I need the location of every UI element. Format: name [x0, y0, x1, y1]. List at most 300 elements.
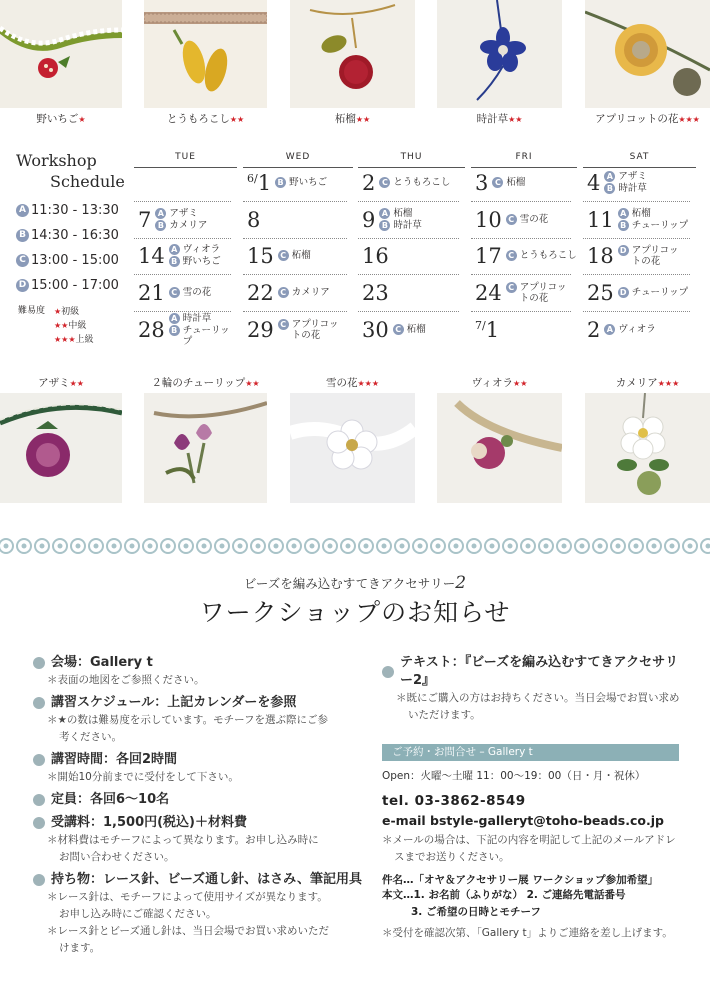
day-number	[138, 281, 165, 305]
wild-strawberry-image	[0, 0, 122, 108]
lace-dot	[616, 544, 621, 549]
day-value: 25	[587, 280, 614, 305]
lace-divider	[0, 533, 710, 559]
middle-photo-row	[0, 375, 710, 507]
photo-caption: 雪の花★★★	[325, 377, 379, 389]
workshop-event	[278, 319, 344, 341]
workshop-event	[604, 183, 647, 194]
calendar-day-cell	[475, 312, 577, 347]
event-motif-name: 野いちご	[289, 177, 328, 188]
notice-subtitle	[0, 573, 710, 593]
slot-letter-icon: C	[506, 282, 517, 293]
snow-flower-image	[290, 393, 415, 503]
day-number	[247, 244, 274, 268]
notice-item-heading-label: 持ち物：レース針、ビーズ通し針、はさみ、筆記用具	[51, 872, 362, 887]
event-list	[379, 208, 422, 231]
day-number	[475, 244, 502, 268]
slot-letter-icon: B	[155, 220, 166, 231]
day-header-wed: WED	[243, 152, 353, 164]
notice-left-column	[33, 654, 368, 962]
bullet-icon	[33, 874, 45, 886]
workshop-event	[492, 177, 525, 188]
contact-bar: ご予約・お問合せ – Gallery t	[382, 744, 679, 761]
day-value: 29	[247, 317, 274, 342]
slot-letter-icon: B	[169, 256, 180, 267]
workshop-event	[618, 287, 688, 298]
photo-caption: 野いちご★	[36, 113, 86, 125]
event-motif-name: アザミ	[618, 171, 647, 182]
mail-body-line2: 3. ご希望の日時とモチーフ	[411, 906, 541, 918]
day-header-sat: SAT	[583, 152, 696, 164]
month-prefix: 6/	[247, 171, 258, 185]
slot-letter-icon: D	[16, 279, 29, 292]
lace-dot	[652, 544, 657, 549]
opening-hours: Open：火曜〜土曜 11：00〜19：00（日・月・祝休）	[382, 770, 646, 782]
day-value: 2	[587, 317, 601, 342]
lace-dot	[418, 544, 423, 549]
day-value: 17	[475, 243, 502, 268]
workshop-event	[169, 325, 237, 347]
event-motif-name: ヴィオラ	[618, 324, 656, 335]
day-value: 11	[587, 207, 614, 232]
day-value: 18	[587, 243, 614, 268]
lace-dot	[364, 544, 369, 549]
event-motif-name: チューリップ	[631, 220, 689, 231]
day-value: 15	[247, 243, 274, 268]
calendar-day-cell	[247, 275, 353, 310]
notice-item-heading-label: 会場：Gallery t	[51, 655, 153, 670]
bullet-icon	[33, 817, 45, 829]
passion-flower-image	[437, 0, 562, 108]
difficulty-label: 難易度	[18, 306, 46, 316]
time-slot-label: 11:30 - 13:30	[31, 203, 119, 218]
bullet-icon	[33, 794, 45, 806]
lace-dot	[58, 544, 63, 549]
month-prefix: 7/	[475, 318, 486, 332]
text-item-heading	[382, 654, 687, 690]
day-number	[362, 208, 375, 232]
lace-dot	[436, 544, 441, 549]
calendar-day-cell	[138, 165, 237, 200]
day-value: 30	[362, 317, 389, 342]
lace-dot	[454, 544, 459, 549]
slot-letter-icon: A	[604, 324, 615, 335]
day-value: 8	[247, 207, 261, 232]
time-slot-a	[16, 198, 119, 223]
lace-dot	[238, 544, 243, 549]
day-number	[587, 281, 614, 305]
calendar-day-cell	[362, 165, 465, 200]
slot-letter-icon: B	[275, 177, 286, 188]
notice-item-note: ＊レース針は、モチーフによって使用サイズが異なります。	[47, 891, 328, 903]
slot-letter-icon: C	[278, 287, 289, 298]
day-value: 10	[475, 207, 502, 232]
lace-dot	[526, 544, 531, 549]
day-header-fri: FRI	[471, 152, 577, 164]
workshop-event	[169, 313, 237, 324]
event-motif-name: 野いちご	[182, 256, 221, 267]
slot-letter-icon: C	[169, 287, 180, 298]
event-motif-name: ヴィオラ	[182, 244, 221, 255]
photo-caption: とうもろこし★★	[166, 113, 245, 125]
notice-item-note: ＊レース針とビーズ通し針は、当日会場でお買い求めいただ	[47, 925, 330, 937]
photo-passion-flower	[437, 0, 562, 126]
photo-tulips	[144, 375, 267, 507]
slot-letter-icon: C	[278, 319, 289, 330]
day-number	[138, 244, 165, 268]
notice-item-heading-label: 定員：各回6〜10名	[51, 792, 170, 807]
event-motif-name: 時計草	[393, 220, 422, 231]
event-motif-name: 時計草	[182, 312, 212, 324]
event-motif-name: チューリップ	[631, 287, 689, 298]
notice-item-heading-label: 講習スケジュール：上記カレンダーを参照	[51, 695, 297, 710]
photo-thistle	[0, 375, 122, 507]
slot-letter-icon: B	[604, 183, 615, 194]
event-motif-name: 柘榴	[291, 250, 311, 261]
day-value: 22	[247, 280, 274, 305]
workshop-event	[155, 208, 207, 219]
event-list	[618, 208, 688, 231]
slot-letter-icon: B	[169, 325, 180, 336]
event-motif-name: カメリア	[169, 220, 208, 231]
bullet-icon	[33, 754, 45, 766]
bullet-icon	[382, 666, 394, 678]
event-list	[278, 250, 311, 261]
event-list	[169, 287, 212, 298]
slot-letter-icon: C	[379, 177, 390, 188]
event-list	[604, 324, 655, 335]
calendar-day-cell	[138, 202, 237, 237]
notice-item-note: お申し込み時にご確認ください。	[59, 908, 217, 920]
text-item-heading-label: テキスト：『ビーズを編み込むすてきアクセサリー2』	[400, 655, 679, 688]
email-address[interactable]: e-mail bstyle-galleryt@toho-beads.co.jp	[382, 813, 664, 828]
lace-dot	[4, 544, 9, 549]
photo-caption: アザミ★★	[38, 377, 84, 389]
event-list	[618, 287, 688, 298]
day-header-tue: TUE	[134, 152, 237, 164]
event-motif-name: 柘榴	[631, 208, 651, 219]
day-value: 4	[587, 170, 601, 195]
notice-item-note: けます。	[59, 942, 101, 954]
corn-image	[144, 0, 267, 108]
calendar-day-cell	[138, 312, 237, 347]
day-number	[587, 208, 614, 232]
slot-letter-icon: D	[618, 245, 629, 256]
notice-item	[33, 654, 368, 689]
mail-note: ＊メールの場合は、下記の内容を明記して上記のメールアドレ	[382, 834, 676, 846]
lace-dot	[202, 544, 207, 549]
photo-caption: 時計草★★	[476, 113, 523, 125]
lace-dot	[580, 544, 585, 549]
notice-item-note: 考ください。	[59, 731, 122, 743]
calendar-day-cell	[362, 312, 465, 347]
notice-item-heading	[33, 751, 368, 769]
notice-item	[33, 694, 368, 746]
lace-dot	[310, 544, 315, 549]
mail-subject: 件名…「オヤ＆アクセサリー展 ワークショップ参加希望」	[382, 874, 659, 886]
notice-item-heading	[33, 791, 368, 809]
lace-dot	[634, 544, 639, 549]
schedule-title-line2: Schedule	[50, 172, 125, 191]
event-motif-name: アプリコットの花	[631, 244, 679, 267]
workshop-event	[278, 250, 311, 261]
workshop-event	[155, 220, 207, 231]
day-number	[362, 281, 389, 305]
day-number	[362, 171, 375, 195]
lace-dot	[706, 544, 710, 549]
notice-subtitle-text: ビーズを編み込むすてきアクセサリー	[243, 576, 456, 591]
lace-dot	[130, 544, 135, 549]
photo-corn	[144, 0, 267, 126]
workshop-event	[618, 245, 684, 267]
event-motif-name: とうもろこし	[519, 250, 577, 261]
notice-item	[33, 791, 368, 809]
event-motif-name: 柘榴	[393, 208, 413, 219]
lace-dot	[670, 544, 675, 549]
day-value: 16	[362, 243, 389, 268]
lace-dot	[562, 544, 567, 549]
workshop-event	[169, 244, 221, 255]
workshop-event	[506, 214, 549, 225]
lace-dot	[22, 544, 27, 549]
day-value: 9	[362, 207, 376, 232]
workshop-event	[379, 208, 422, 219]
day-value: 7	[138, 207, 152, 232]
mail-note-cont: スまでお送りください。	[394, 851, 510, 863]
event-list	[169, 244, 221, 267]
notice-item	[33, 871, 368, 957]
calendar-day-cell	[362, 202, 465, 237]
event-list	[618, 245, 684, 267]
notice-item-heading-label: 受講料：1,500円(税込)＋材料費	[51, 815, 248, 830]
lace-dot	[544, 544, 549, 549]
photo-snow-flower	[290, 375, 415, 507]
lace-dot	[688, 544, 693, 549]
workshop-event	[169, 256, 221, 267]
slot-letter-icon: A	[16, 204, 29, 217]
event-list	[506, 250, 577, 261]
viola-image	[437, 393, 562, 503]
notice-item-heading	[33, 654, 368, 672]
event-motif-name: アプリコットの花	[519, 281, 567, 304]
day-value: 23	[362, 280, 389, 305]
time-slot-list	[16, 198, 119, 298]
calendar-day-cell	[138, 238, 237, 273]
event-motif-name: 時計草	[618, 183, 647, 194]
calendar-day-cell	[587, 238, 696, 273]
tulips-image	[144, 393, 267, 503]
slot-letter-icon: A	[618, 208, 629, 219]
text-item-note: いただけます。	[408, 709, 481, 721]
workshop-event	[604, 171, 647, 182]
calendar-day-cell	[247, 238, 353, 273]
calendar-day-cell	[247, 312, 353, 347]
calendar-day-cell	[362, 238, 465, 273]
notice-item-heading	[33, 871, 368, 889]
phone-number[interactable]: tel. 03-3862-8549	[382, 793, 526, 809]
workshop-event	[618, 220, 688, 231]
slot-letter-icon: C	[278, 250, 289, 261]
lace-dot	[490, 544, 495, 549]
lace-dot	[400, 544, 405, 549]
day-number	[138, 318, 165, 342]
event-list	[278, 319, 344, 341]
photo-caption: アプリコットの花★★★	[595, 113, 700, 125]
workshop-event	[506, 250, 577, 261]
event-motif-name: とうもろこし	[393, 177, 451, 188]
notice-item-note: お問い合わせください。	[59, 851, 175, 863]
day-value: 24	[475, 280, 502, 305]
day-value: 1	[485, 317, 500, 342]
workshop-event	[275, 177, 327, 188]
notice-item-note: ＊★の数は難易度を示しています。モチーフを選ぶ際にご参	[47, 714, 329, 726]
event-list	[393, 324, 426, 335]
pomegranate-image	[290, 0, 415, 108]
day-header-thu: THU	[358, 152, 465, 164]
notice-item-heading	[33, 694, 368, 712]
event-list	[169, 313, 237, 347]
photo-viola	[437, 375, 562, 507]
calendar-day-cell	[587, 312, 696, 347]
event-motif-name: 柘榴	[506, 177, 526, 188]
calendar-day-cell	[587, 165, 696, 200]
lace-dot	[292, 544, 297, 549]
notice-item-note: ＊表面の地図をご参照ください。	[47, 674, 205, 686]
calendar-day-cell	[138, 275, 237, 310]
time-slot-label: 13:00 - 15:00	[31, 253, 119, 268]
day-value: 2	[362, 170, 376, 195]
day-value: 14	[138, 243, 165, 268]
photo-pomegranate	[290, 0, 415, 126]
notice-item-heading	[33, 814, 368, 832]
lace-dot	[328, 544, 333, 549]
photo-apricot-blossom	[585, 0, 710, 126]
slot-letter-icon: A	[155, 208, 166, 219]
event-list	[379, 177, 450, 188]
schedule-title-line1: Workshop	[16, 151, 97, 170]
time-slot-label: 15:00 - 17:00	[31, 278, 119, 293]
workshop-event	[506, 282, 572, 304]
lace-dot	[274, 544, 279, 549]
event-motif-name: アザミ	[169, 208, 198, 219]
schedule-title	[16, 150, 125, 192]
workshop-event	[618, 208, 688, 219]
slot-letter-icon: C	[393, 324, 404, 335]
slot-letter-icon: C	[506, 214, 517, 225]
time-slot-d	[16, 273, 119, 298]
calendar-day-cell	[475, 165, 577, 200]
time-slot-b	[16, 223, 119, 248]
day-number	[247, 281, 274, 305]
notice-item-heading-label: 講習時間：各回2時間	[51, 752, 178, 767]
lace-dot	[508, 544, 513, 549]
event-motif-name: カメリア	[291, 287, 330, 298]
notice-title: ワークショップのお知らせ	[199, 598, 511, 627]
slot-letter-icon: C	[492, 177, 503, 188]
time-slot-c	[16, 248, 119, 273]
event-list	[506, 214, 549, 225]
workshop-event	[604, 324, 655, 335]
calendar-day-cell	[247, 202, 353, 237]
notice-item-note: ＊材料費はモチーフによって異なります。お申し込み時に	[47, 834, 319, 846]
photo-caption: カメリア★★★	[615, 377, 680, 389]
text-item	[382, 654, 687, 724]
workshop-event	[278, 287, 330, 298]
notice-item	[33, 814, 368, 866]
slot-letter-icon: D	[618, 287, 629, 298]
slot-letter-icon: A	[379, 208, 390, 219]
photo-caption: ヴィオラ★★	[471, 377, 528, 389]
lace-dot	[256, 544, 261, 549]
event-list	[506, 282, 572, 304]
day-value: 1	[257, 170, 272, 195]
day-value: 21	[138, 280, 165, 305]
workshop-event	[379, 177, 450, 188]
top-photo-row	[0, 0, 710, 126]
slot-letter-icon: A	[169, 244, 180, 255]
workshop-event	[379, 220, 422, 231]
day-number	[475, 208, 502, 232]
day-number	[362, 244, 389, 268]
notice-item	[33, 751, 368, 786]
calendar-day-cell	[475, 238, 577, 273]
calendar-day-cell	[587, 275, 696, 310]
day-number	[587, 244, 614, 268]
lace-dot	[472, 544, 477, 549]
event-list	[155, 208, 207, 231]
difficulty-beginner: ★初級	[54, 307, 80, 317]
time-slot-label: 14:30 - 16:30	[31, 228, 119, 243]
lace-dot	[166, 544, 171, 549]
mail-body-line1: 本文…1. お名前（ふりがな） 2. ご連絡先電話番号	[382, 889, 626, 901]
lace-dot	[346, 544, 351, 549]
difficulty-intermediate: ★★中級	[54, 321, 87, 331]
lace-dot	[94, 544, 99, 549]
calendar-day-cell	[247, 165, 353, 200]
event-motif-name: チューリップ	[182, 324, 230, 347]
day-number	[247, 208, 260, 232]
event-list	[278, 287, 330, 298]
camellia-image	[585, 393, 710, 503]
slot-letter-icon: B	[379, 220, 390, 231]
event-motif-name: アプリコットの花	[291, 318, 339, 341]
calendar-day-cell	[475, 202, 577, 237]
event-motif-name: 雪の花	[182, 287, 212, 298]
day-number	[475, 171, 488, 195]
slot-letter-icon: B	[618, 220, 629, 231]
lace-dot	[76, 544, 81, 549]
text-item-note: ＊既にご購入の方はお持ちください。当日会場でお買い求め	[396, 692, 680, 704]
day-number	[362, 318, 389, 342]
day-number	[247, 318, 274, 342]
photo-wild-strawberry	[0, 0, 122, 126]
slot-letter-icon: C	[506, 250, 517, 261]
slot-letter-icon: A	[169, 313, 180, 324]
day-number	[138, 208, 151, 232]
lace-dot	[382, 544, 387, 549]
calendar-day-cell	[587, 202, 696, 237]
slot-letter-icon: C	[16, 254, 29, 267]
lace-dot	[148, 544, 153, 549]
lace-dot	[112, 544, 117, 549]
bullet-icon	[33, 697, 45, 709]
day-number	[587, 318, 600, 342]
event-list	[275, 177, 327, 188]
event-motif-name: 柘榴	[406, 324, 426, 335]
day-number	[475, 318, 499, 342]
workshop-event	[169, 287, 212, 298]
lace-dot	[40, 544, 45, 549]
